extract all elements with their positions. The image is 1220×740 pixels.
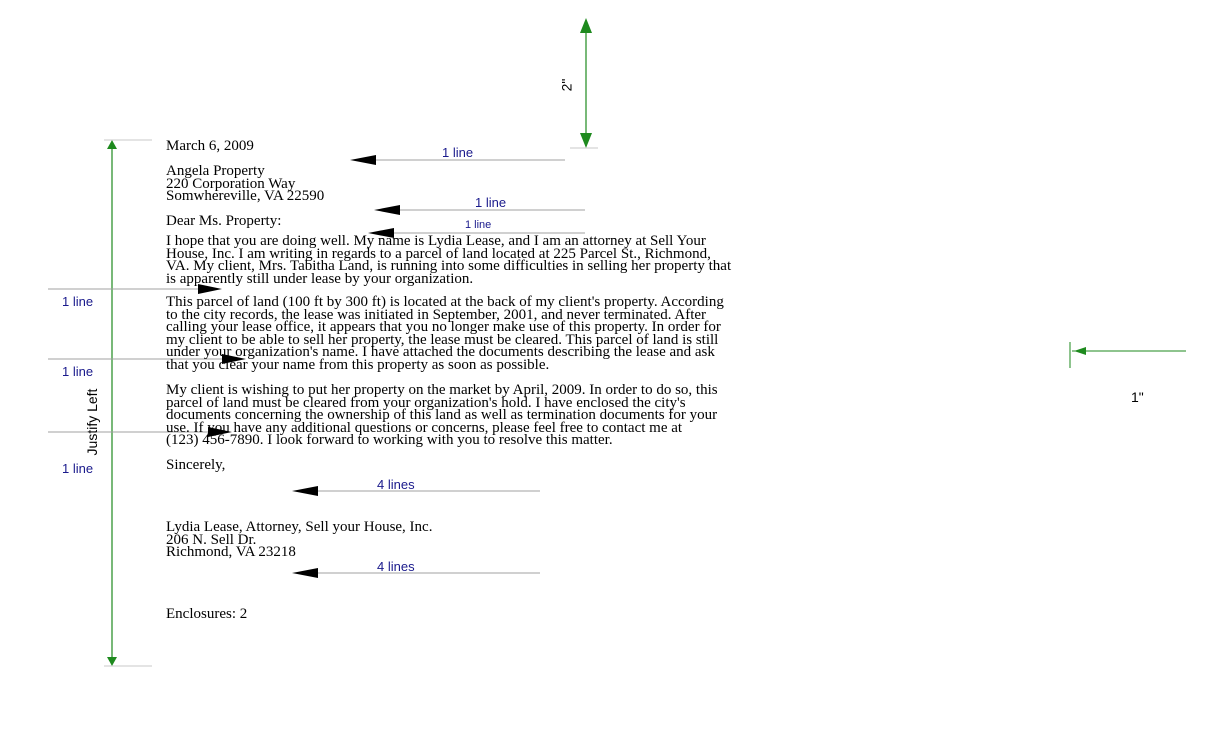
justify-left-label: Justify Left — [84, 388, 100, 456]
side-margin-label: 1" — [1131, 389, 1144, 405]
closing: Sincerely, — [166, 457, 226, 473]
salutation: Dear Ms. Property: — [166, 213, 282, 229]
one-line-label: 1 line — [475, 195, 507, 210]
arrow-down-icon — [107, 657, 117, 666]
one-line-label: 1 line — [465, 219, 492, 231]
one-line-label: 1 line — [62, 294, 94, 309]
one-line-label: 1 line — [62, 364, 94, 379]
signature-block: Lydia Lease, Attorney, Sell your House, Inc. 206 N. Sell Dr. Richmond, VA 23218 — [166, 519, 433, 560]
paragraph-2: This parcel of land (100 ft by 300 ft) is located at the back of my client's property. According to the city records, the lease was initiated in September, 2001, and never terminated. After calling your lease office, it appears that you no longer make use of this property. In order for my client to be able to sell her property, the lease must be cleared. This parcel of land is still under your organization's name. I have attached the documents describing the lease and ask that you clear your name from this property as soon as possible. — [166, 294, 724, 373]
spacing-arrow — [292, 568, 540, 578]
arrow-left-icon — [292, 486, 318, 496]
paragraph-3: My client is wishing to put her property on the market by April, 2009. In order to do so, this parcel of land must be cleared from your organization's hold. I have enclosed the city's documents concerning the ownership of this land as well as termination documents for your use. If you have any additional questions or concerns, please feel free to contact me at (123) 456-7890. I look forward to working with you to resolve this matter. — [166, 382, 718, 448]
letter-date: March 6, 2009 — [166, 138, 254, 154]
justify-left-guide — [104, 140, 152, 666]
four-lines-label: 4 lines — [377, 477, 415, 492]
arrow-left-icon — [374, 205, 400, 215]
arrow-up-icon — [580, 18, 592, 33]
enclosures: Enclosures: 2 — [166, 606, 248, 622]
arrow-down-icon — [580, 133, 592, 148]
arrow-up-icon — [107, 140, 117, 149]
right-margin-guide — [1070, 342, 1186, 368]
paragraph-1: I hope that you are doing well. My name is Lydia Lease, and I am an attorney at Sell Your House, Inc. I am writing in regards to a parcel of land located at 225 Parcel St., Richmond, VA. My client, Mrs. Tabitha Land, is running into some difficulties in selling her property that is apparently still under lease by your organization. — [166, 233, 732, 287]
arrow-left-icon — [292, 568, 318, 578]
recipient-address: Angela Property 220 Corporation Way Somwhereville, VA 22590 — [166, 163, 325, 204]
arrow-left-icon — [350, 155, 376, 165]
one-line-label: 1 line — [442, 145, 474, 160]
one-line-label: 1 line — [62, 461, 94, 476]
arrow-left-icon — [1074, 347, 1086, 355]
top-margin-label: 2" — [558, 78, 575, 92]
four-lines-label: 4 lines — [377, 559, 415, 574]
spacing-arrow — [292, 486, 540, 496]
